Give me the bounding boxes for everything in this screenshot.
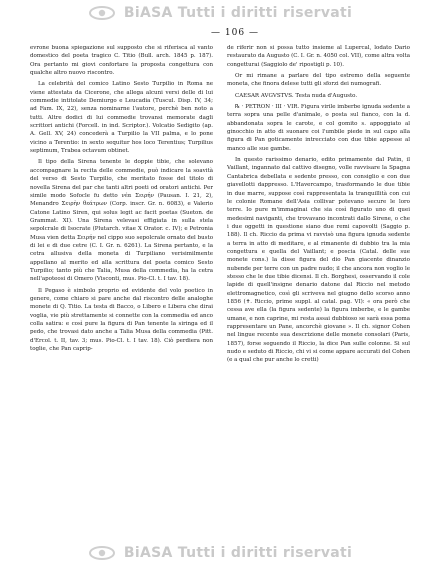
- paragraph: In questo rarissimo denario, edito primamente dal Patin, il Vaillant, ingannato dal cattivo disegno, volle ravvisare la Spagna Cantabrica debellata e sedente presso, con consiglio e con due giavellotti dappresso. L'Havercampo, trasformando le due tibie in due marre, suppose così rappresentata la tranquillità con cui le colonie Romane dell'Asia collivar potevano secure le loro terre. Io pure m'immaginai che sia così figurato uno di quei medesimi naviganti, che trovavano incontrati dallo Sirene, o che i due oggetti in questione siano due remi capovolti (Saggio p. 188). Il ch. Riccio da prima vi ravvisò una figura ignuda sedente a terra in atto di meditare, e al rimanente di dubbio tra la mia congettura e quella del Vaillant; e poscia (Catal. delle sue monete cons.) la disse figura del dio Pan giacente dinanzio nubende per terre con un padre nudo; il che ancora non voglio le stesso che le due tibie dicensi. Il ch. Borghesi, osservando il cole lapide di quell'insigne denario datone dal Riccio nel metodo elettromagnetico, così gli scriveva nel giugno dello scorso anno 1856 (✝. Riccio, prime suppl. al catal. pag. VI): « ora però che cessa ave ella (la figura sedente) la figura imberbe, e le gambe umane, e non caprine, mi resta assai dubbioso se sarà essa poma rappresentare un Pane, ancorchè giovane ». Il ch. signor Cohen nel lingue recente sua descrizione delle monete consolari (Paris, 1857), forse seguendo il Riccio, la dice Pan sulle colonne. Si sul nudo e seduto di Riccio, chi vi si come appare accurati del Cohen (e a qual che pur anche lo cretti): [227, 157, 410, 364]
- paragraph: evrone buona spiegazione sul supposto che si riferisca al vanto domestico del poeta tragico C. Titio (Bull. arch. 1845 p. 187). Ora pertanto mi giovi confortare la proposta congettura con qualche altro nuovo riscontro.: [30, 45, 213, 77]
- paragraph: La celebrità del comico Latino Sesto Turpilio in Roma ne viene attestata da Cicerone, che allega alcuni versi delle di lui commedie intitolate Demiurgo e Leucadia (Tuscul. Disp. IV, 34; ad Fam. IX, 22), senza nominarne l'autore, perchè ben noto a tutti. Altre dodici di lui commedie trovansi memorate dagli scrittori antichi (Forcell. in ind. Scriptor.). Volcatio Sedigito (ap. A. Gell. XV, 24) concederà a Turpilio la VII palma, e lo pone vicino a Terentio: in sexto sequitur hos loco Terentius; Turpilius septimum, Trabea octavum obtinet.: [30, 81, 213, 155]
- document-page: [30, 26, 410, 538]
- paragraph: Il tipo della Sirena tenente le doppie tibie, che solevano accompagnare la recita delle commedie, può indicare la soavità del verso di Sesto Turpilio, che meritato fosse del titolo di novella Sirena del par che tanti altri poeti od oratori antichi. Per simile modo Sofocle fu detto νέα Σειρήν (Pausan. I. 21, 2), Menandro Σειρὴν θεάτρων (Corp. inscr. Gr. n. 6083), e Valerio Catone Latino Siren, qui solus legit ac facit poetas (Sueton. de Grammat. XI). Una Sirena velevasi effigiata in sulla stela sepolcrale di Isocrate (Plutarch. vitae X Orator. c. IV); e Petronia Musa vien detta Σειρήν nel cippo suo sepolcrale ornato del busto di lei e di due cetre (C. I. Gr. n. 6261). La Sirena pertanto, e la cetra allusiva della moneta di Turpiliano verisimilmente appellano al merito ed alla scrittura del poeta comico Sesto Turpilio; tanto più che Talia, Musa della commedia, ha la cetra nell'apoteosi di Omero (Visconti, mus. Pio-Cl. t. I tav. 18).: [30, 159, 213, 283]
- paragraph: CAESAR AVGVSTVS. Testa nuda d'Augusto.: [235, 92, 358, 99]
- paragraph: ℞ · PETRON · III · VIR. Figura virile imberbe ignuda sedente a terra sopra una pelle d'animale, o posta sul fianco, con la d. abbandonata sopra le carote, e col gomito s. appoggiato al ginocchio in atto di suonare coi l'umbile piede in sul capo alla figura di Pan goticamente intrecciato con due tibie appesse al manco alle sue gambe.: [227, 104, 410, 152]
- eye-logo-icon: [88, 5, 116, 21]
- watermark-top: [0, 2, 440, 24]
- paragraph: Il Pegaso è simbolo proprio ed evidente del volo poetico in genere, come chiaro si pare anche dal riscontro delle analoghe monete di Q. Titio. La testa di Bacco, o Libero e Libera che dirai voglia, vie più strettamente si connette con la commedia ed anco colla satira: e così pure la figura di Pan tenente la siringa ed il pedo, che trovasi dato anche a Talia Musa della commedia (Pitt. d'Ercol. t. II, tav. 3; mus. Pio-Cl. t. I tav. 18). Ciò perdiera non toglie, che Pan caprip-: [30, 287, 213, 353]
- eye-logo-icon: [88, 545, 116, 561]
- paragraph: Or mi rimane a parlare del tipo estremo della seguente moneta, che finora delese tutti gli sforzi dei numografi.: [227, 73, 410, 88]
- watermark-text: BiASA Tutti i diritti riservati: [123, 545, 353, 561]
- left-column: [30, 44, 213, 368]
- watermark-bottom: [0, 542, 440, 564]
- page-number: — 106 —: [211, 28, 259, 38]
- watermark-text: BiASA Tutti i diritti riservati: [123, 5, 353, 21]
- paragraph: de riferir non si possa tutto insieme al Lupercal, lodato Dario restaurato da Augusto (C. I. Gr. n. 4050 col. VII), come altra volta congetturai (Saggiolo de' ripostigli p. 10).: [227, 45, 410, 68]
- right-column: [227, 44, 410, 368]
